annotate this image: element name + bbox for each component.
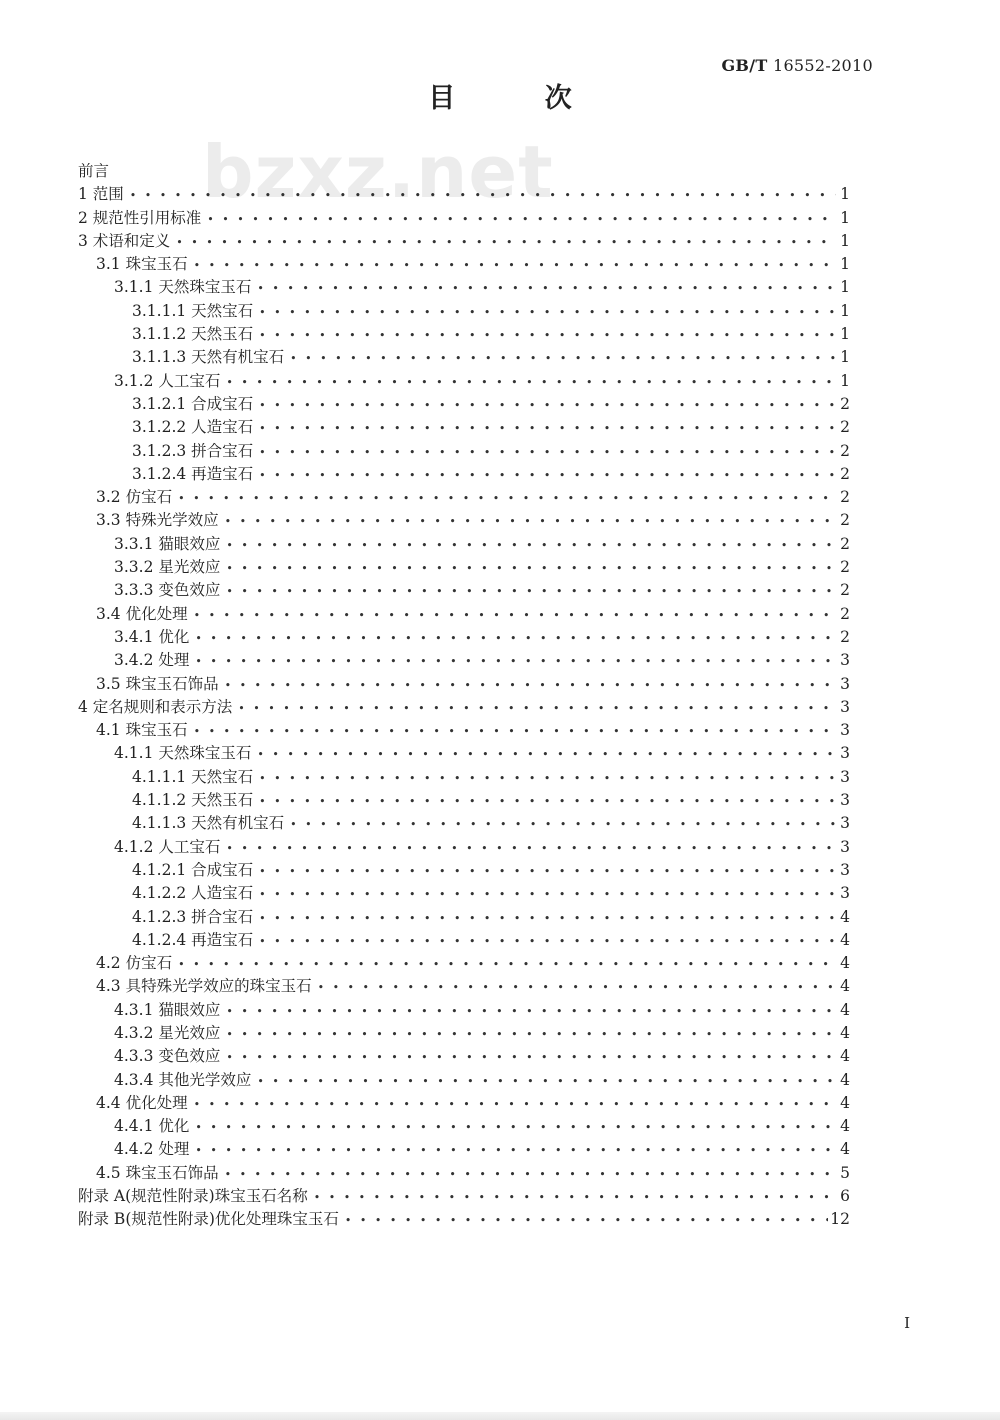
toc-dot-leader (194, 254, 836, 277)
toc-dot-leader (290, 347, 836, 370)
toc-entry-label: 4.1.1.1 天然宝石 (132, 767, 254, 786)
toc-entry-label: 附录 B(规范性附录)优化处理珠宝玉石 (78, 1210, 339, 1229)
toc-entry[interactable] (78, 836, 850, 859)
toc-dot-leader (345, 1209, 828, 1232)
toc-entry[interactable] (78, 929, 850, 952)
toc-entry-page: 3 (840, 814, 850, 833)
toc-entry-label: 3.1.2.1 合成宝石 (132, 394, 254, 413)
toc-entry-label: 3.1.2.2 人造宝石 (132, 418, 254, 437)
toc-dot-leader (195, 627, 836, 650)
toc-dot-leader (259, 860, 836, 883)
toc-entry[interactable] (78, 486, 850, 509)
toc-entry[interactable] (78, 649, 850, 672)
toc-entry-label: 4.1.2.4 再造宝石 (132, 930, 254, 949)
toc-entry-page: 3 (840, 791, 850, 810)
toc-entry-page: 1 (840, 371, 850, 390)
toc-entry[interactable] (78, 1208, 850, 1231)
toc-dot-leader (130, 184, 836, 207)
toc-entry-page: 3 (840, 744, 850, 763)
toc-entry-label: 4.4.2 处理 (114, 1140, 190, 1159)
toc-entry-label: 4.3 具特殊光学效应的珠宝玉石 (96, 977, 312, 996)
toc-entry-page: 2 (840, 394, 850, 413)
toc-entry-page: 2 (840, 604, 850, 623)
toc-entry-label: 4.3.2 星光效应 (114, 1023, 221, 1042)
toc-entry-label: 4.1.2.1 合成宝石 (132, 860, 254, 879)
toc-entry-page: 4 (840, 954, 850, 973)
toc-entry-page: 4 (840, 930, 850, 949)
toc-entry-label: 4.1.2 人工宝石 (114, 837, 221, 856)
toc-entry-page: 3 (840, 697, 850, 716)
toc-entry-page: 1 (840, 185, 850, 204)
toc-entry-label: 3.4 优化处理 (96, 604, 188, 623)
toc-entry-label: 4.5 珠宝玉石饰品 (96, 1163, 219, 1182)
toc-entry-label: 3.1.1 天然珠宝玉石 (114, 278, 252, 297)
toc-entry-label: 3.3.1 猫眼效应 (114, 534, 221, 553)
toc-dot-leader (195, 1139, 836, 1162)
toc-entry-label: 3.1.2 人工宝石 (114, 371, 221, 390)
toc-entry[interactable] (78, 300, 850, 323)
standard-code (721, 56, 873, 75)
toc-entry-label: 4.1.1 天然珠宝玉石 (114, 744, 252, 763)
toc-entry-label: 3.3 特殊光学效应 (96, 511, 219, 530)
toc-dot-leader (259, 907, 836, 930)
toc-entry-label: 4.1 珠宝玉石 (96, 721, 188, 740)
toc-entry-page: 4 (840, 1070, 850, 1089)
toc-entry-page: 1 (840, 348, 850, 367)
toc-entry-page: 3 (840, 860, 850, 879)
toc-entry-page: 4 (840, 1023, 850, 1042)
watermark: bzxz.net (202, 130, 554, 214)
toc-entry-label: 3.3.2 星光效应 (114, 558, 221, 577)
toc-entry-page: 1 (840, 255, 850, 274)
toc-entry[interactable] (78, 346, 850, 369)
toc-dot-leader (226, 837, 836, 860)
toc-entry[interactable] (78, 463, 850, 486)
toc-entry-label: 4.4 优化处理 (96, 1093, 188, 1112)
toc-dot-leader (314, 1186, 836, 1209)
toc-dot-leader (259, 301, 836, 324)
toc-entry-page: 2 (840, 418, 850, 437)
toc-entry-page: 4 (840, 1000, 850, 1019)
toc-entry-label: 4.3.1 猫眼效应 (114, 1000, 221, 1019)
toc-entry[interactable] (78, 416, 850, 439)
toc-entry-page: 2 (840, 581, 850, 600)
toc-entry-page: 3 (840, 674, 850, 693)
toc-entry-page: 3 (840, 721, 850, 740)
toc-entry-page: 2 (840, 441, 850, 460)
toc-entry-page: 3 (840, 767, 850, 786)
toc-entry-page: 3 (840, 837, 850, 856)
toc-entry[interactable] (78, 766, 850, 789)
standard-code-number: 16552-2010 (767, 56, 873, 75)
toc-entry-label: 4.2 仿宝石 (96, 954, 173, 973)
toc-entry-page: 2 (840, 488, 850, 507)
toc-entry[interactable] (78, 1162, 850, 1185)
toc-entry[interactable] (78, 1185, 850, 1208)
toc-entry-page: 4 (840, 1093, 850, 1112)
toc-entry-page: 6 (840, 1187, 850, 1206)
standard-code-prefix: GB/T (721, 56, 768, 75)
toc-dot-leader (176, 231, 836, 254)
toc-dot-leader (178, 487, 836, 510)
toc-dot-leader (226, 371, 836, 394)
toc-entry[interactable] (78, 999, 850, 1022)
toc-entry[interactable] (78, 393, 850, 416)
toc-dot-leader (226, 1023, 836, 1046)
toc-dot-leader (225, 674, 836, 697)
toc-dot-leader (226, 557, 836, 580)
toc-entry-label: 3.3.3 变色效应 (114, 581, 221, 600)
toc-entry[interactable] (78, 1045, 850, 1068)
toc-dot-leader (194, 1093, 836, 1116)
toc-entry-label: 2 规范性引用标准 (78, 208, 202, 227)
toc-entry-label: 3.1.1.1 天然宝石 (132, 301, 254, 320)
toc-entry-page: 12 (830, 1210, 850, 1229)
toc-entry[interactable] (78, 556, 850, 579)
toc-entry[interactable] (78, 789, 850, 812)
toc-dot-leader (194, 604, 836, 627)
toc-entry[interactable] (78, 812, 850, 835)
toc-entry[interactable] (78, 882, 850, 905)
toc-dot-leader (257, 1070, 836, 1093)
toc-entry[interactable] (78, 579, 850, 602)
toc-dot-leader (318, 976, 836, 999)
toc-entry-page: 3 (840, 651, 850, 670)
toc-entry[interactable] (78, 440, 850, 463)
toc-entry-page: 2 (840, 464, 850, 483)
table-of-contents (78, 160, 850, 1232)
toc-entry[interactable] (78, 626, 850, 649)
toc-entry[interactable] (78, 673, 850, 696)
toc-dot-leader (225, 1163, 836, 1186)
toc-entry-page: 4 (840, 1140, 850, 1159)
toc-entry-label: 3 术语和定义 (78, 231, 171, 250)
toc-entry-label: 4.1.1.2 天然玉石 (132, 791, 254, 810)
toc-entry-page: 2 (840, 511, 850, 530)
toc-dot-leader (259, 324, 836, 347)
toc-entry[interactable] (78, 207, 850, 230)
toc-dot-leader (226, 1046, 836, 1069)
toc-entry-label: 3.1.2.4 再造宝石 (132, 464, 254, 483)
toc-entry-page: 1 (840, 231, 850, 250)
toc-entry[interactable] (78, 1069, 850, 1092)
toc-entry[interactable] (78, 975, 850, 998)
toc-entry-label: 3.4.1 优化 (114, 627, 190, 646)
toc-entry-page: 4 (840, 977, 850, 996)
toc-entry-label: 4.4.1 优化 (114, 1117, 190, 1136)
toc-entry-label: 3.5 珠宝玉石饰品 (96, 674, 219, 693)
toc-entry-page: 4 (840, 907, 850, 926)
toc-entry[interactable] (78, 1115, 850, 1138)
toc-dot-leader (259, 883, 836, 906)
toc-entry[interactable] (78, 183, 850, 206)
toc-dot-leader (290, 813, 836, 836)
toc-dot-leader (178, 953, 836, 976)
toc-entry-label: 3.4.2 处理 (114, 651, 190, 670)
toc-entry[interactable] (78, 276, 850, 299)
page-title: 目 次 (428, 83, 612, 114)
toc-entry[interactable] (78, 696, 850, 719)
toc-entry-label: 3.1.2.3 拼合宝石 (132, 441, 254, 460)
toc-dot-leader (259, 441, 836, 464)
toc-entry[interactable] (78, 859, 850, 882)
toc-dot-leader (257, 743, 836, 766)
toc-dot-leader (226, 580, 836, 603)
toc-entry-label: 4.3.3 变色效应 (114, 1047, 221, 1066)
toc-entry-label: 4.1.2.3 拼合宝石 (132, 907, 254, 926)
toc-entry[interactable] (78, 253, 850, 276)
toc-entry[interactable] (78, 230, 850, 253)
toc-entry[interactable] (78, 603, 850, 626)
toc-entry-label: 前言 (78, 162, 110, 180)
toc-entry-page: 1 (840, 325, 850, 344)
toc-entry-page: 4 (840, 1117, 850, 1136)
toc-dot-leader (195, 1116, 836, 1139)
toc-dot-leader (226, 534, 836, 557)
toc-entry-label: 3.1.1.2 天然玉石 (132, 325, 254, 344)
toc-entry-page: 2 (840, 627, 850, 646)
toc-entry[interactable] (78, 952, 850, 975)
toc-entry-page: 1 (840, 208, 850, 227)
toc-dot-leader (259, 417, 836, 440)
toc-dot-leader (207, 208, 836, 231)
toc-entry-label: 3.1.1.3 天然有机宝石 (132, 348, 285, 367)
toc-entry-label: 4 定名规则和表示方法 (78, 697, 233, 716)
toc-entry-label: 1 范围 (78, 185, 124, 204)
toc-dot-leader (259, 790, 836, 813)
toc-entry[interactable] (78, 719, 850, 742)
toc-entry[interactable] (78, 1022, 850, 1045)
toc-dot-leader (259, 930, 836, 953)
page-bottom-edge (0, 1412, 1000, 1420)
toc-dot-leader (225, 510, 836, 533)
toc-dot-leader (226, 1000, 836, 1023)
toc-entry[interactable] (78, 742, 850, 765)
toc-entry-label: 4.1.1.3 天然有机宝石 (132, 814, 285, 833)
toc-dot-leader (259, 767, 836, 790)
toc-dot-leader (238, 697, 836, 720)
toc-entry-page: 1 (840, 278, 850, 297)
toc-entry-page: 2 (840, 534, 850, 553)
toc-entry-label: 3.1 珠宝玉石 (96, 255, 188, 274)
toc-entry-page: 1 (840, 301, 850, 320)
page-number: I (904, 1314, 910, 1332)
toc-dot-leader (259, 394, 836, 417)
toc-entry-label: 4.1.2.2 人造宝石 (132, 884, 254, 903)
toc-entry-page: 4 (840, 1047, 850, 1066)
toc-dot-leader (257, 277, 836, 300)
toc-entry-page: 3 (840, 884, 850, 903)
toc-entry[interactable] (78, 509, 850, 532)
toc-entry-label: 4.3.4 其他光学效应 (114, 1070, 252, 1089)
toc-entry[interactable] (78, 160, 850, 183)
toc-entry[interactable] (78, 370, 850, 393)
toc-entry[interactable] (78, 1092, 850, 1115)
toc-entry[interactable] (78, 323, 850, 346)
toc-dot-leader (259, 464, 836, 487)
toc-entry[interactable] (78, 533, 850, 556)
toc-entry-label: 附录 A(规范性附录)珠宝玉石名称 (78, 1187, 308, 1206)
toc-entry-page: 5 (840, 1163, 850, 1182)
toc-dot-leader (194, 720, 836, 743)
toc-entry[interactable] (78, 1138, 850, 1161)
toc-dot-leader (195, 650, 836, 673)
toc-entry-label: 3.2 仿宝石 (96, 488, 173, 507)
toc-entry[interactable] (78, 906, 850, 929)
toc-entry-page: 2 (840, 558, 850, 577)
